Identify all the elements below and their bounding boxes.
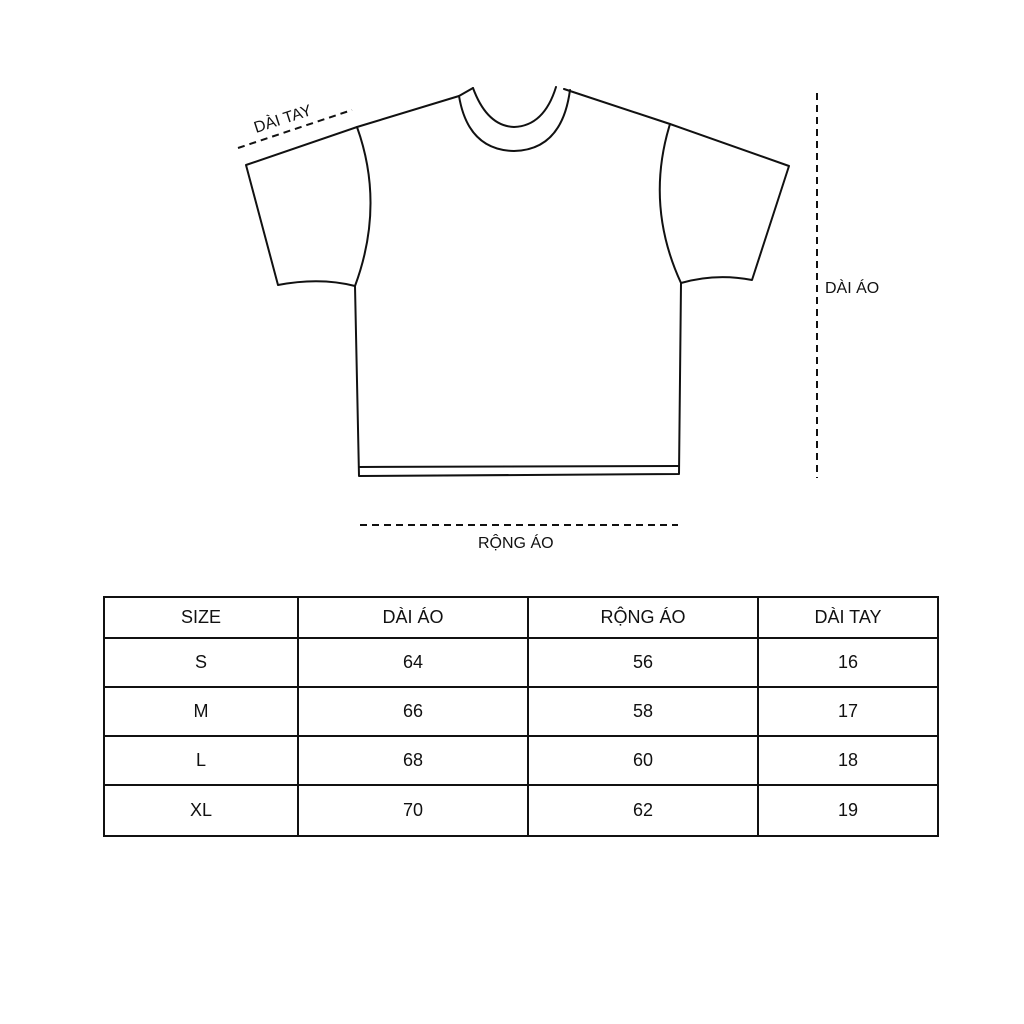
cell-sleeve: 17 [758,687,938,736]
table-row [104,785,938,836]
cell-size: S [104,638,298,687]
cell-width: 58 [528,687,758,736]
table-header-row [104,597,938,638]
hem-seam [359,466,679,467]
tshirt-outline [246,88,789,476]
header-size: SIZE [104,597,298,638]
length-label: DÀI ÁO [825,280,880,297]
cell-size: XL [104,785,298,836]
table-row [104,638,938,687]
neckline-outer [459,90,570,151]
table-row [104,736,938,785]
cell-sleeve: 19 [758,785,938,836]
header-sleeve: DÀI TAY [758,597,938,638]
cell-width: 60 [528,736,758,785]
sleeve-label: DÀI TAY [251,102,314,137]
cell-length: 68 [298,736,528,785]
header-length: DÀI ÁO [298,597,528,638]
cell-sleeve: 18 [758,736,938,785]
cell-length: 70 [298,785,528,836]
right-armhole-seam [660,124,681,283]
cell-width: 56 [528,638,758,687]
width-label: RỘNG ÁO [478,535,554,552]
neckline-inner [473,87,556,127]
cell-width: 62 [528,785,758,836]
table-row [104,687,938,736]
cell-length: 66 [298,687,528,736]
header-width: RỘNG ÁO [528,597,758,638]
cell-size: M [104,687,298,736]
left-armhole-seam [355,127,371,286]
size-table [103,596,939,837]
cell-sleeve: 16 [758,638,938,687]
cell-size: L [104,736,298,785]
cell-length: 64 [298,638,528,687]
